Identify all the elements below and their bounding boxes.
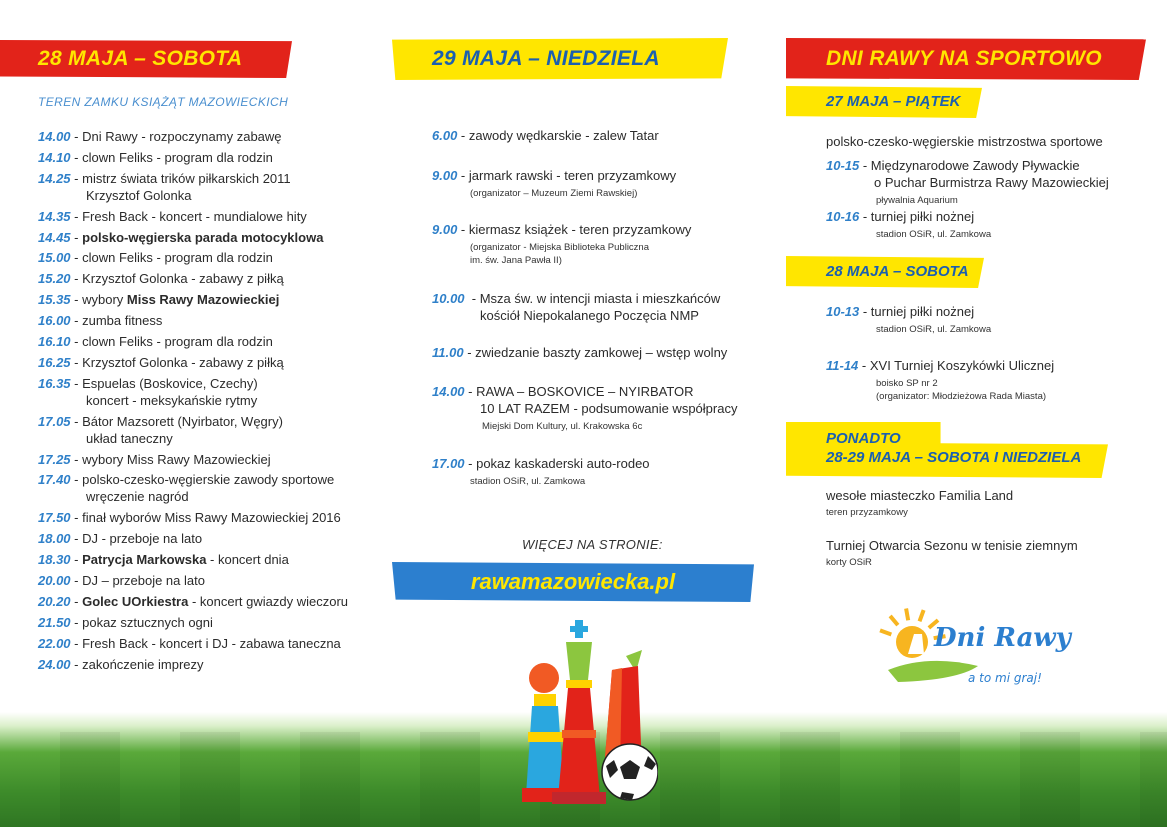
schedule-continuation: Krzysztof Golonka [86,187,192,203]
sport-event-time: 10-13 [826,304,860,319]
sport-event-text: - XVI Turniej Koszykówki Ulicznej [858,358,1055,373]
schedule-row [38,471,378,505]
sunday-event-time: 11.00 [432,345,464,360]
sunday-event [432,167,762,200]
schedule-time: 18.00 [38,531,71,547]
schedule-text: - clown Feliks - program dla rodzin [74,334,273,350]
saturday-sports-subbanner [786,256,984,288]
sunday-event [432,221,762,267]
schedule-text-post: - koncert gwiazdy wieczoru [188,593,349,609]
schedule-row [38,413,378,447]
sunday-event-line [432,221,762,238]
schedule-time: 16.10 [38,334,71,350]
sport-event-text: - turniej piłki nożnej [859,304,975,319]
schedule-row [38,354,378,371]
schedule-time: 17.25 [38,451,71,467]
schedule-row [38,312,378,329]
sports-banner-title: DNI RAWY NA SPORTOWO [826,47,1102,70]
schedule-text: - Bátor Mazsorett (Nyirbator, Węgry) [74,413,283,429]
schedule-continuation: wręczenie nagród [86,489,189,505]
logo-tagline: a to mi graj! [968,671,1042,685]
schedule-row [38,656,378,673]
schedule-time: 20.20 [38,593,71,609]
website-link-text[interactable]: rawamazowiecka.pl [470,569,676,594]
sport-event-line [826,303,1156,320]
friday-subbanner [786,86,982,118]
chess-pieces-illustration [508,620,658,810]
sport-event-text: wesołe miasteczko Familia Land [826,488,1014,503]
schedule-text: - DJ - przeboje na lato [74,531,203,547]
saturday-banner [0,40,292,78]
sunday-event-time: 9.00 [432,168,458,183]
sunday-event-line [432,455,762,472]
sunday-event-time: 6.00 [432,128,458,143]
schedule-text: - zumba fitness [74,313,163,329]
sport-event [826,157,1156,207]
extra-subbanner [786,422,1108,478]
schedule-time: 17.50 [38,510,71,526]
schedule-text: - Dni Rawy - rozpoczynamy zabawę [74,129,282,144]
schedule-row [38,614,378,631]
friday-subbanner-title: 27 MAJA – PIĄTEK [826,93,961,110]
schedule-time: 16.00 [38,313,71,329]
sunday-event-time: 17.00 [432,456,465,471]
schedule-time: 17.40 [38,472,71,488]
schedule-time: 16.35 [38,375,71,391]
schedule-row [38,530,378,547]
schedule-row [38,249,378,266]
schedule-text: - Fresh Back - koncert i DJ - zabawa taneczna [74,635,341,651]
sport-event-note2: (organizator: Młodzieżowa Rada Miasta) [876,391,1047,402]
sport-event-text: - Międzynarodowe Zawody Pływackie [859,158,1080,173]
sunday-event-text: - jarmark rawski - teren przyzamkowy [457,168,677,183]
sport-event-time: 10-15 [826,158,860,173]
sunday-event-line [432,290,762,307]
extra-subbanner-line1: PONADTO [826,430,901,447]
sport-event [826,487,1156,519]
schedule-text: - finał wyborów Miss Rawy Mazowieckiej 2016 [74,510,341,526]
schedule-text: - clown Feliks - program dla rodzin [74,250,273,266]
schedule-text: - Espuelas (Boskovice, Czechy) [74,375,258,391]
schedule-text: - wybory Miss Rawy Mazowieckiej [74,451,271,467]
sport-event-continuation: o Puchar Burmistrza Rawy Mazowieckiej [874,175,1109,190]
more-info-label: WIĘCEJ NA STRONIE: [522,537,663,552]
schedule-text: - polsko-czesko-węgierskie zawody sportowe [74,472,335,488]
sunday-event-time: 9.00 [432,222,458,237]
sport-event-line [826,208,1156,225]
schedule-row [38,375,378,409]
friday-intro: polsko-czesko-węgierskie mistrzostwa sportowe [826,134,1103,149]
schedule-row [38,509,378,526]
schedule-time: 14.35 [38,208,71,224]
schedule-row [38,270,378,287]
sport-event-note: boisko SP nr 2 [876,378,938,389]
sunday-event-text: - zawody wędkarskie - zalew Tatar [457,128,659,143]
schedule-time: 15.00 [38,250,71,266]
website-link[interactable] [392,562,754,602]
sport-event-text: - turniej piłki nożnej [859,209,975,224]
schedule-text: - [74,229,83,245]
sport-event-line [826,537,1156,554]
schedule-time: 14.10 [38,149,71,165]
schedule-row [38,128,378,145]
schedule-text: - mistrz świata trików piłkarskich 2011 [74,170,291,186]
sunday-event-continuation: kościół Niepokalanego Poczęcia NMP [480,308,699,323]
sunday-event [432,127,762,144]
sport-event-time: 10-16 [826,209,860,224]
schedule-row [38,451,378,468]
sunday-event-line [432,344,762,361]
schedule-text: - zakończenie imprezy [74,656,204,672]
schedule-text: - wybory [74,292,127,308]
schedule-highlight: Miss Rawy Mazowieckiej [126,292,280,308]
sport-event [826,303,1156,336]
schedule-highlight: Golec UOrkiestra [82,593,189,609]
schedule-time: 20.00 [38,573,71,589]
schedule-row [38,170,378,204]
sport-event [826,208,1156,241]
sport-event-note: pływalnia Aquarium [876,195,958,206]
schedule-continuation: układ taneczny [86,430,173,446]
schedule-text: - pokaz sztucznych ogni [74,614,213,630]
schedule-row [38,572,378,589]
sunday-event-note: Miejski Dom Kultury, ul. Krakowska 6c [482,421,643,432]
schedule-highlight: polsko-węgierska parada motocyklowa [82,229,324,245]
schedule-highlight: Patrycja Markowska [82,552,207,568]
sunday-event-text: - Msza św. w intencji miasta i mieszkańców [464,291,721,306]
sunday-event [432,290,762,324]
schedule-row [38,149,378,166]
schedule-text-post: - koncert dnia [206,552,289,568]
schedule-row [38,208,378,225]
schedule-time: 15.20 [38,271,71,287]
schedule-text: - Krzysztof Golonka - zabawy z piłką [74,354,284,370]
sport-event [826,357,1156,403]
logo-title: Dni Rawy [934,623,1071,653]
schedule-row [38,291,378,308]
schedule-text: - clown Feliks - program dla rodzin [74,149,273,165]
sunday-event-line [432,127,762,144]
sunday-event [432,344,762,361]
sports-banner [786,38,1146,80]
schedule-time: 24.00 [38,656,71,672]
sunday-event-note: (organizator – Muzeum Ziemi Rawskiej) [470,188,638,199]
schedule-time: 14.00 [38,129,71,144]
schedule-row [38,333,378,350]
sunday-event-text: - kiermasz książek - teren przyzamkowy [457,222,692,237]
schedule-continuation: koncert - meksykańskie rytmy [86,392,258,408]
sunday-event-note2: im. św. Jana Pawła II) [470,255,562,266]
schedule-time: 14.25 [38,170,71,186]
saturday-banner-title: 28 MAJA – SOBOTA [38,47,243,70]
extra-subbanner-line2: 28-29 MAJA – SOBOTA I NIEDZIELA [826,449,1082,466]
venue-subtitle: TEREN ZAMKU KSIĄŻĄT MAZOWIECKICH [38,95,289,109]
sunday-banner [392,38,728,80]
saturday-schedule [38,128,378,676]
sport-event-note: stadion OSiR, ul. Zamkowa [876,324,992,335]
sunday-event [432,383,762,433]
sunday-event [432,455,762,488]
sunday-event-text: - zwiedzanie baszty zamkowej – wstęp wolny [463,345,728,360]
schedule-time: 14.45 [38,229,71,245]
schedule-row [38,229,378,246]
sunday-event-text: - pokaz kaskaderski auto-rodeo [464,456,650,471]
sport-event-note: teren przyzamkowy [826,507,908,518]
schedule-time: 15.35 [38,292,71,308]
sunday-event-line [432,167,762,184]
sport-event-text: Turniej Otwarcia Sezonu w tenisie ziemnym [826,538,1078,553]
sunday-event-continuation: 10 LAT RAZEM - podsumowanie współpracy [480,401,738,416]
schedule-row [38,593,378,610]
schedule-text: - Fresh Back - koncert - mundialowe hity [74,208,307,224]
schedule-text: - DJ – przeboje na lato [74,573,205,589]
sunday-event-text: - RAWA – BOSKOVICE – NYIRBATOR [464,384,694,399]
sport-event-note: korty OSiR [826,557,872,568]
schedule-text: - [74,593,83,609]
schedule-time: 18.30 [38,552,71,568]
schedule-time: 22.00 [38,635,71,651]
schedule-row [38,551,378,568]
sport-event-line [826,487,1156,504]
sunday-event-line [432,383,762,400]
sport-event-note: stadion OSiR, ul. Zamkowa [876,229,992,240]
schedule-time: 17.05 [38,413,71,429]
sport-event-line [826,157,1156,174]
dni-rawy-logo [868,604,1078,692]
schedule-text: - [74,552,83,568]
sport-event-time: 11-14 [826,358,859,373]
sunday-banner-title: 29 MAJA – NIEDZIELA [432,47,660,70]
sunday-event-note: stadion OSiR, ul. Zamkowa [470,476,586,487]
schedule-time: 21.50 [38,614,71,630]
sunday-event-time: 10.00 [432,291,465,306]
sport-event [826,537,1156,569]
sunday-event-time: 14.00 [432,384,465,399]
sunday-event-note: (organizator - Miejska Biblioteka Publiczna [470,242,649,253]
sport-event-line [826,357,1156,374]
schedule-text: - Krzysztof Golonka - zabawy z piłką [74,271,284,287]
saturday-sports-subbanner-title: 28 MAJA – SOBOTA [826,263,969,280]
schedule-time: 16.25 [38,354,71,370]
schedule-row [38,635,378,652]
